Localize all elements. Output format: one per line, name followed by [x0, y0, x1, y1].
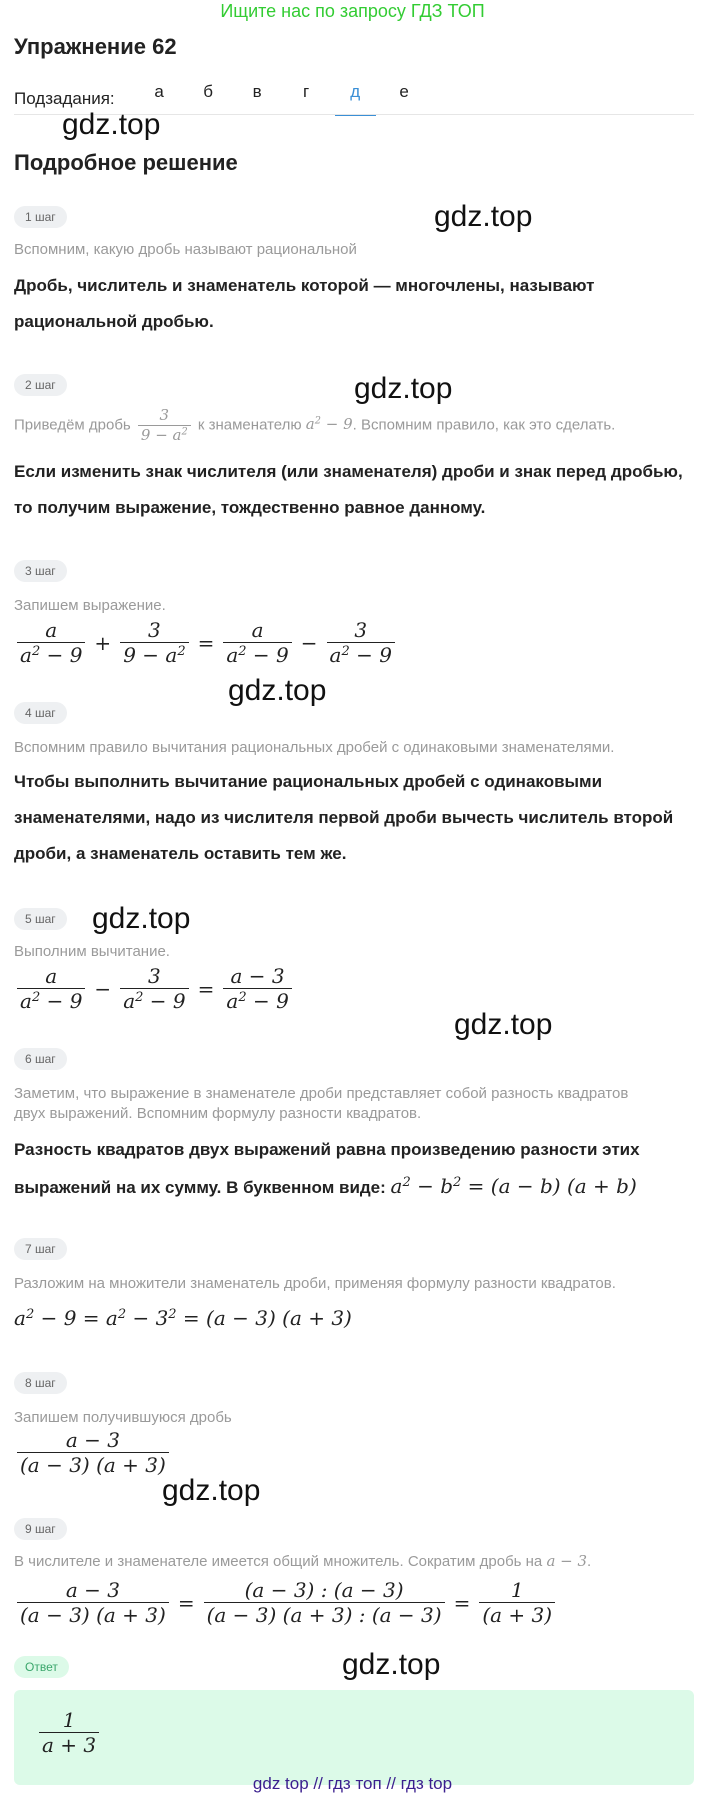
step-6-text-line-1: Разность квадратов двух выражений равна произведению разности этих — [14, 1140, 640, 1159]
step-7-formula: $a^2 - 9 = a^2 - 3^2 = (a - 3) (a + 3)$ — [14, 1306, 352, 1330]
watermark: gdz.top — [228, 674, 327, 707]
step-3-formula: $\frac{a}{a^2 - 9}$ + $\frac{3}{9 - a^2}$ = $\frac{a}{a^2 - 9}$ − $\frac{3}{a^2 - 9}$ — [14, 618, 398, 667]
step-9-formula: $\frac{a - 3}{(a - 3) (a + 3)}$ = $\frac{(a - 3) : (a - 3)}{(a - 3) (a + 3) : (a - 3)}$ = $\frac{1}{(a + 3)}$ — [14, 1578, 558, 1627]
tab-d[interactable]: д — [331, 82, 380, 116]
tab-a[interactable]: а — [154, 82, 164, 101]
difference-of-squares-formula: $a^2 - b^2 = (a - b) (a + b)$ — [390, 1174, 637, 1198]
step-badge-8: 8 шаг — [14, 1372, 67, 1394]
answer-box — [14, 1690, 694, 1785]
step-1-text-line-1: Дробь, числитель и знаменатель которой — многочлены, называют — [14, 276, 595, 295]
step-5-hint: Выполним вычитание. — [14, 943, 170, 960]
tab-v[interactable]: в — [252, 82, 262, 101]
step-badge-7: 7 шаг — [14, 1238, 67, 1260]
watermark: gdz.top — [92, 902, 191, 935]
fraction-3-over-9-minus-a2: $\frac{3}{9 - a^2}$ — [138, 406, 191, 445]
expression-a2-minus-9: $a^2 - 9$ — [305, 415, 353, 434]
footer-links[interactable]: gdz top // гдз топ // гдз top — [252, 1774, 453, 1793]
step-8-hint: Запишем получившуюся дробь — [14, 1409, 232, 1426]
answer-formula: $\frac{1}{a + 3}$ — [36, 1708, 102, 1757]
step-6-text-line-2-label: выражений на их сумму. В буквенном виде: — [14, 1178, 386, 1197]
step-badge-4: 4 шаг — [14, 702, 67, 724]
tab-e[interactable]: е — [399, 82, 409, 101]
step-6-hint-line-1: Заметим, что выражение в знаменателе дроби представляет собой разность квадратов — [14, 1085, 629, 1102]
tab-g[interactable]: г — [303, 82, 310, 101]
page-title: Упражнение 62 — [14, 34, 177, 59]
watermark: gdz.top — [354, 372, 453, 405]
step-2-text-line-1: Если изменить знак числителя (или знаменателя) дроби и знак перед дробью, — [14, 462, 683, 481]
tab-b[interactable]: б — [203, 82, 214, 101]
step-9-hint: В числителе и знаменателе имеется общий множитель. Сократим дробь на a − 3. — [14, 1552, 592, 1570]
step-2-text-line-2: то получим выражение, тождественно равное данному. — [14, 498, 486, 517]
watermark: gdz.top — [434, 200, 533, 233]
step-2-hint-part-2: к знаменателю — [197, 416, 302, 434]
step-5-formula: $\frac{a}{a^2 - 9}$ − $\frac{3}{a^2 - 9}$ = $\frac{a - 3}{a^2 - 9}$ — [14, 964, 295, 1013]
step-badge-2: 2 шаг — [14, 374, 67, 396]
answer-badge: Ответ — [14, 1656, 69, 1678]
step-badge-3: 3 шаг — [14, 560, 67, 582]
step-badge-5: 5 шаг — [14, 908, 67, 930]
top-banner[interactable]: Ищите нас по запросу ГДЗ ТОП — [220, 1, 485, 21]
step-badge-9: 9 шаг — [14, 1518, 67, 1540]
solution-heading: Подробное решение — [14, 150, 238, 175]
step-9-hint-text: В числителе и знаменателе имеется общий множитель. Сократим дробь на — [14, 1553, 543, 1570]
step-badge-6: 6 шаг — [14, 1048, 67, 1070]
step-1-hint: Вспомним, какую дробь называют рациональной — [14, 241, 357, 258]
step-3-hint: Запишем выражение. — [14, 597, 166, 614]
watermark: gdz.top — [454, 1008, 553, 1041]
step-6-hint-line-2: двух выражений. Вспомним формулу разности квадратов. — [14, 1105, 422, 1122]
step-4-text-line-1: Чтобы выполнить вычитание рациональных дробей с одинаковыми — [14, 772, 603, 791]
watermark: gdz.top — [342, 1648, 441, 1681]
step-1-text-line-2: рациональной дробью. — [14, 312, 214, 331]
step-6-text-line-2 — [14, 1168, 704, 1206]
step-4-text-line-3: дроби, а знаменатель оставить тем же. — [14, 844, 347, 863]
watermark: gdz.top — [62, 108, 161, 141]
step-2-hint — [14, 406, 694, 445]
step-7-hint: Разложим на множители знаменатель дроби, применяя формулу разности квадратов. — [14, 1275, 616, 1292]
watermark: gdz.top — [162, 1474, 261, 1507]
step-4-text-line-2: знаменателями, надо из числителя первой дроби вычесть числитель второй — [14, 808, 674, 827]
expression-a-minus-3: a − 3 — [546, 1552, 588, 1570]
step-4-hint: Вспомним правило вычитания рациональных дробей с одинаковыми знаменателями. — [14, 739, 615, 756]
subtasks-label: Подзадания: — [14, 89, 115, 108]
step-2-hint-part-1: Приведём дробь — [14, 416, 131, 434]
step-2-hint-part-3: . Вспомним правило, как это сделать. — [352, 416, 616, 434]
step-badge-1: 1 шаг — [14, 206, 67, 228]
step-8-formula: $\frac{a - 3}{(a - 3) (a + 3)}$ — [14, 1428, 172, 1477]
